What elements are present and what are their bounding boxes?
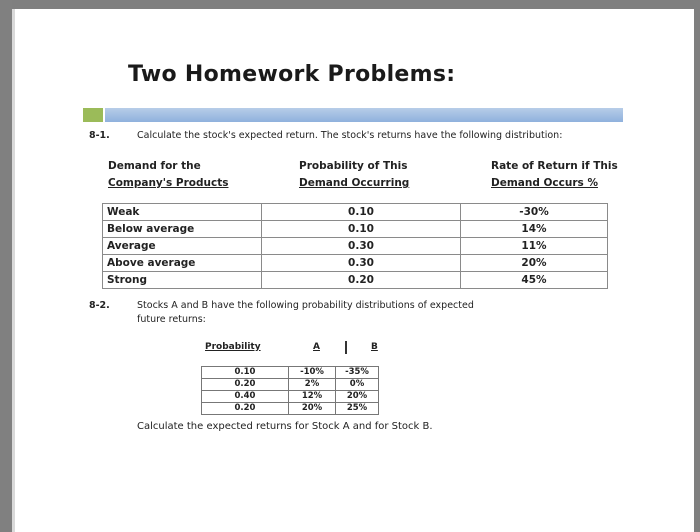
table-row: [103, 221, 608, 238]
probability-cell: 0.30: [262, 238, 461, 255]
demand-distribution-table: [102, 203, 608, 289]
table-row: [202, 367, 379, 379]
return-cell: 45%: [461, 272, 608, 289]
probability-cell: 0.20: [202, 379, 289, 391]
problem-2-instruction: Calculate the expected returns for Stock A and for Stock B.: [137, 421, 433, 432]
header-demand: [108, 158, 228, 192]
return-cell: 14%: [461, 221, 608, 238]
header-demand-line2: Company's Products: [108, 177, 229, 189]
header-probability-line1: Probability of This: [299, 160, 408, 172]
window-right-frame: [694, 0, 700, 532]
return-cell: 11%: [461, 238, 608, 255]
header-divider: [345, 341, 347, 354]
probability-cell: 0.30: [262, 255, 461, 272]
probability-cell: 0.40: [202, 391, 289, 403]
header-probability-line2: Demand Occurring: [299, 177, 410, 189]
stock-b-cell: -35%: [336, 367, 379, 379]
table-row: [202, 403, 379, 415]
page-title: Two Homework Problems:: [128, 62, 456, 87]
table-row: [202, 379, 379, 391]
probability-cell: 0.10: [262, 204, 461, 221]
stock-a-cell: -10%: [289, 367, 336, 379]
problem-1-number: 8-1.: [89, 130, 110, 141]
table-row: [103, 204, 608, 221]
probability-cell: 0.10: [262, 221, 461, 238]
stock-table-header-b: B: [371, 342, 378, 352]
problem-2-number: 8-2.: [89, 300, 110, 311]
window-top-frame: [0, 0, 700, 9]
stock-b-cell: 25%: [336, 403, 379, 415]
stock-b-cell: 0%: [336, 379, 379, 391]
window-left-frame: [0, 0, 12, 532]
probability-cell: 0.20: [202, 403, 289, 415]
problem-2-prompt-line2: future returns:: [137, 314, 206, 325]
stock-table-header-a: A: [313, 342, 320, 352]
return-cell: 20%: [461, 255, 608, 272]
table-row: [103, 272, 608, 289]
demand-cell: Strong: [103, 272, 262, 289]
header-probability: [299, 158, 409, 192]
demand-cell: Weak: [103, 204, 262, 221]
stock-a-cell: 20%: [289, 403, 336, 415]
table-row: [103, 238, 608, 255]
title-accent-blue: [105, 108, 623, 122]
demand-cell: Above average: [103, 255, 262, 272]
stock-table-header-probability: Probability: [205, 342, 261, 352]
table-row: [103, 255, 608, 272]
stock-a-cell: 12%: [289, 391, 336, 403]
problem-1-prompt: Calculate the stock's expected return. The stock's returns have the following distribution:: [137, 130, 563, 141]
header-return-line1: Rate of Return if This: [491, 160, 618, 172]
probability-cell: 0.20: [262, 272, 461, 289]
stock-returns-table: [201, 366, 379, 415]
window-left-shadow: [12, 9, 15, 532]
probability-cell: 0.10: [202, 367, 289, 379]
header-return-line2: Demand Occurs %: [491, 177, 598, 189]
stock-b-cell: 20%: [336, 391, 379, 403]
header-demand-line1: Demand for the: [108, 160, 201, 172]
demand-cell: Below average: [103, 221, 262, 238]
problem-2-prompt-line1: Stocks A and B have the following probability distributions of expected: [137, 300, 474, 311]
return-cell: -30%: [461, 204, 608, 221]
stock-a-cell: 2%: [289, 379, 336, 391]
demand-cell: Average: [103, 238, 262, 255]
table-row: [202, 391, 379, 403]
title-accent-green: [83, 108, 103, 122]
header-return: [491, 158, 618, 192]
